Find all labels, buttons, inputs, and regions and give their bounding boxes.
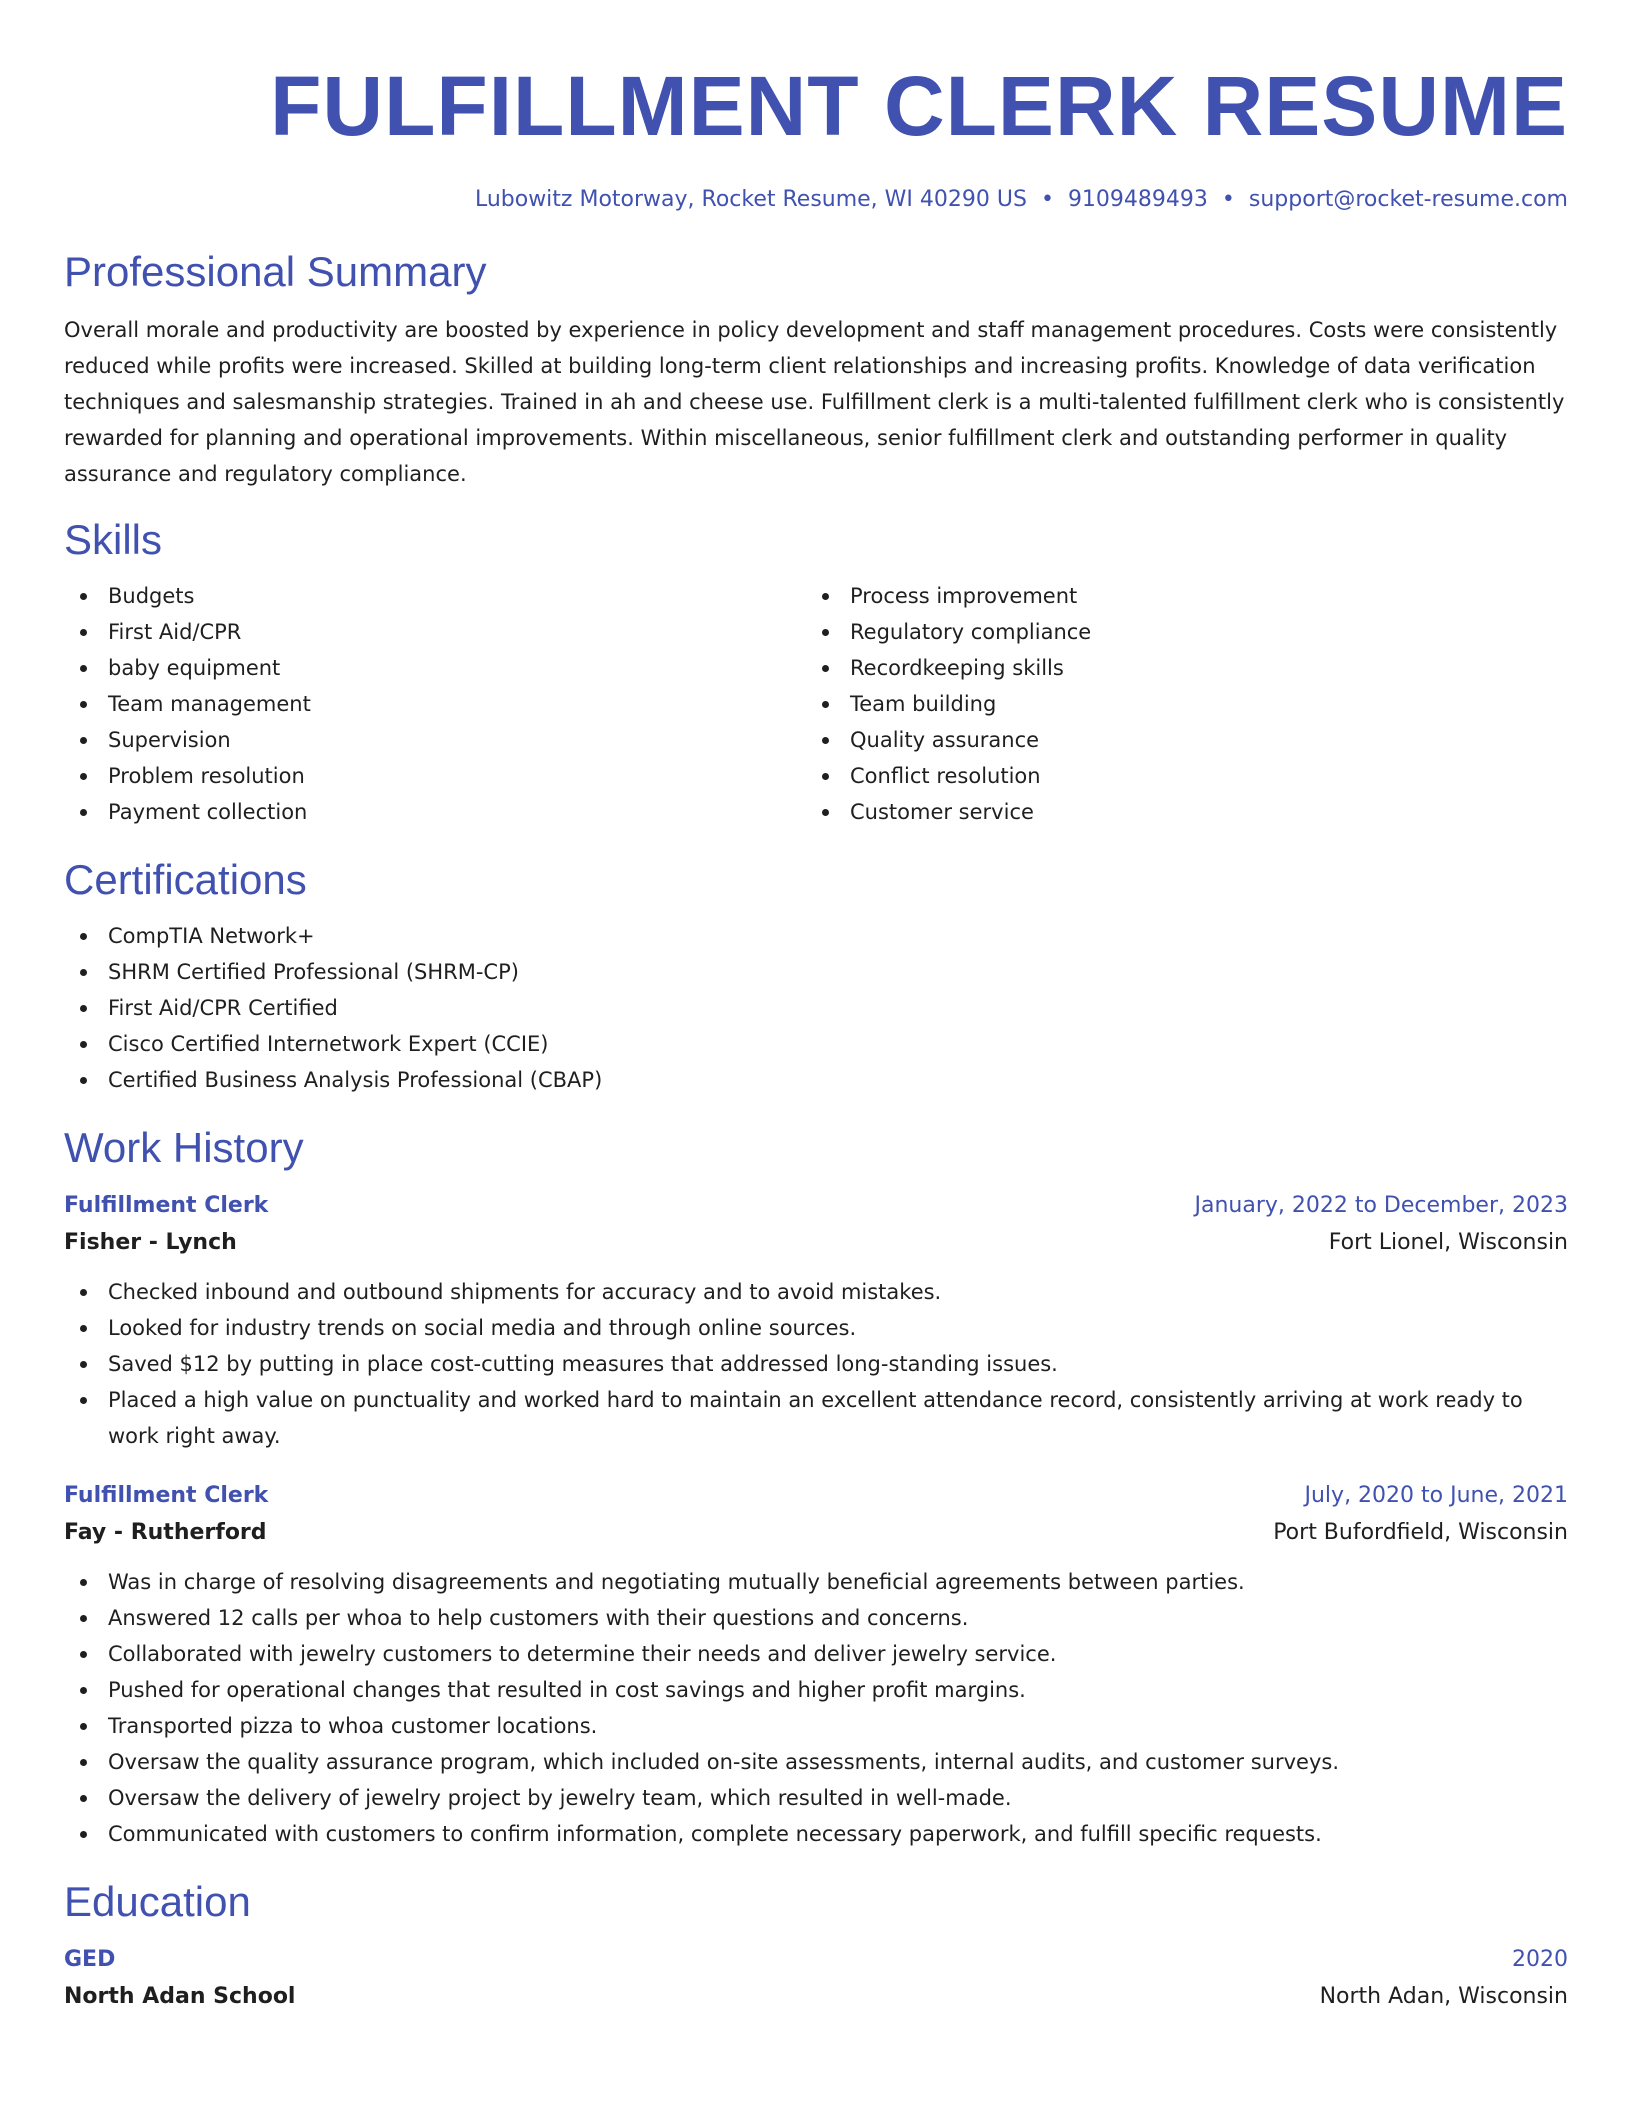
education-degree-row	[64, 1942, 1568, 1978]
skills-heading: Skills	[64, 516, 163, 563]
certifications-list	[64, 918, 1568, 1098]
skill-item: First Aid/CPR	[64, 614, 806, 650]
certification-item: SHRM Certified Professional (SHRM-CP)	[64, 954, 1568, 990]
job-company-row	[64, 1224, 1568, 1262]
skills-list-left	[64, 578, 806, 830]
skill-item: baby equipment	[64, 650, 806, 686]
job-duty: Transported pizza to whoa customer locations.	[64, 1708, 1568, 1744]
job-title-row	[64, 1188, 1568, 1224]
skills-grid	[64, 578, 1568, 830]
job-duty: Placed a high value on punctuality and worked hard to maintain an excellent attendance record, consistently arriving at work ready to work right away.	[64, 1382, 1568, 1454]
education-heading: Education	[64, 1878, 251, 1925]
education-school: North Adan School	[64, 1984, 296, 2009]
skill-item: Quality assurance	[806, 722, 1548, 758]
education-section	[64, 1876, 1568, 2016]
job-duties-list	[64, 1274, 1568, 1454]
education-school-row	[64, 1978, 1568, 2016]
job-duty: Answered 12 calls per whoa to help customers with their questions and concerns.	[64, 1600, 1568, 1636]
job-duty: Collaborated with jewelry customers to determine their needs and deliver jewelry service.	[64, 1636, 1568, 1672]
job-dates: January, 2022 to December, 2023	[1194, 1193, 1568, 1218]
job-company: Fisher - Lynch	[64, 1230, 237, 1255]
skills-list-right	[806, 578, 1548, 830]
summary-section	[64, 246, 1568, 492]
job-duty: Checked inbound and outbound shipments for accuracy and to avoid mistakes.	[64, 1274, 1568, 1310]
job-duty: Communicated with customers to confirm information, complete necessary paperwork, and fulfill specific requests.	[64, 1816, 1568, 1852]
contact-line	[64, 184, 1568, 216]
job-title-row	[64, 1478, 1568, 1514]
skill-item: Process improvement	[806, 578, 1548, 614]
skill-item: Team management	[64, 686, 806, 722]
skill-item: Budgets	[64, 578, 806, 614]
job-duty: Saved $12 by putting in place cost-cutting measures that addressed long-standing issues.	[64, 1346, 1568, 1382]
certification-item: First Aid/CPR Certified	[64, 990, 1568, 1026]
job-entry	[64, 1478, 1568, 1852]
contact-phone[interactable]: 9109489493	[1067, 187, 1208, 212]
skill-item: Team building	[806, 686, 1548, 722]
job-company: Fay - Rutherford	[64, 1520, 267, 1545]
summary-heading: Professional Summary	[64, 248, 487, 295]
skill-item: Regulatory compliance	[806, 614, 1548, 650]
job-duties-list	[64, 1564, 1568, 1852]
job-company-row	[64, 1514, 1568, 1552]
skill-item: Conflict resolution	[806, 758, 1548, 794]
job-location: Port Bufordfield, Wisconsin	[1273, 1520, 1568, 1545]
skill-item: Supervision	[64, 722, 806, 758]
certification-item: Cisco Certified Internetwork Expert (CCIE)	[64, 1026, 1568, 1062]
certification-item: Certified Business Analysis Professional (CBAP)	[64, 1062, 1568, 1098]
skill-item: Problem resolution	[64, 758, 806, 794]
resume-title: FULFILLMENT CLERK RESUME	[270, 59, 1568, 153]
skill-item: Customer service	[806, 794, 1548, 830]
education-year: 2020	[1512, 1947, 1568, 1972]
summary-text: Overall morale and productivity are boosted by experience in policy development and staff management procedures. Costs were consistently reduced while profits were increased. Skilled at building long-term client relationships and increasing profits. Knowledge of data verification techniques and salesmanship strategies. Trained in ah and cheese use. Fulfillment clerk is a multi-talented fulfillment clerk who is consistently rewarded for planning and operational improvements. Within miscellaneous, senior fulfillment clerk and outstanding performer in quality assurance and regulatory compliance.	[64, 318, 1565, 486]
certifications-heading: Certifications	[64, 856, 307, 903]
education-degree: GED	[64, 1947, 116, 1972]
contact-email[interactable]: support@rocket-resume.com	[1248, 187, 1568, 212]
work-history-heading: Work History	[64, 1124, 304, 1171]
skills-section	[64, 514, 1568, 830]
job-entry	[64, 1188, 1568, 1454]
job-title: Fulfillment Clerk	[64, 1483, 269, 1508]
certifications-section	[64, 854, 1568, 1098]
job-duty: Looked for industry trends on social media and through online sources.	[64, 1310, 1568, 1346]
resume-header	[64, 0, 1568, 216]
skill-item: Payment collection	[64, 794, 806, 830]
job-title: Fulfillment Clerk	[64, 1193, 269, 1218]
contact-address: Lubowitz Motorway, Rocket Resume, WI 40290 US	[474, 187, 1027, 212]
job-duty: Was in charge of resolving disagreements and negotiating mutually beneficial agreements between parties.	[64, 1564, 1568, 1600]
work-history-section	[64, 1122, 1568, 1852]
job-dates: July, 2020 to June, 2021	[1304, 1483, 1568, 1508]
contact-separator: •	[1040, 187, 1054, 212]
contact-separator: •	[1221, 187, 1235, 212]
job-duty: Pushed for operational changes that resulted in cost savings and higher profit margins.	[64, 1672, 1568, 1708]
education-location: North Adan, Wisconsin	[1319, 1984, 1568, 2009]
job-location: Fort Lionel, Wisconsin	[1328, 1230, 1568, 1255]
skill-item: Recordkeeping skills	[806, 650, 1548, 686]
job-duty: Oversaw the delivery of jewelry project by jewelry team, which resulted in well-made.	[64, 1780, 1568, 1816]
certification-item: CompTIA Network+	[64, 918, 1568, 954]
education-entry	[64, 1942, 1568, 2016]
job-duty: Oversaw the quality assurance program, which included on-site assessments, internal audits, and customer surveys.	[64, 1744, 1568, 1780]
